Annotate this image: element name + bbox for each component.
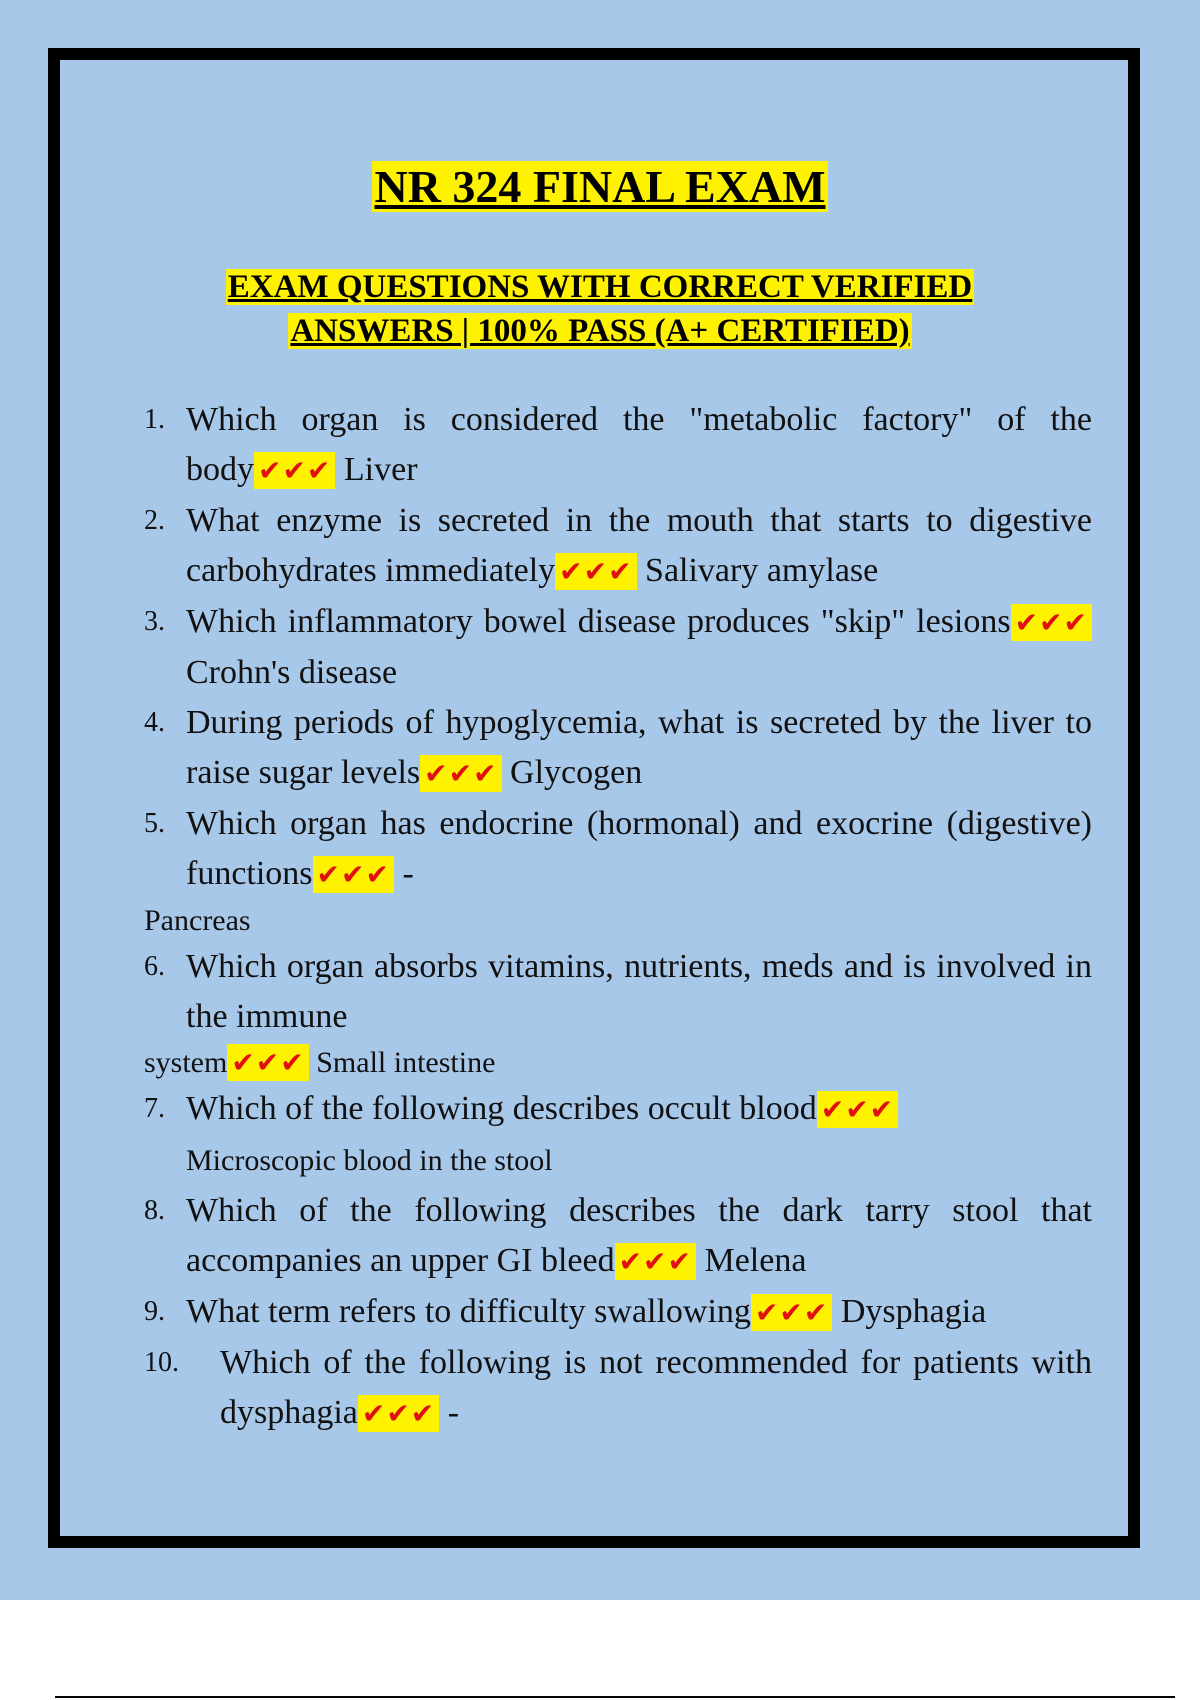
- question-text: During periods of hypoglycemia, what is secreted by the liver to raise sugar levels: [186, 704, 1092, 791]
- question-text: Which organ has endocrine (hormonal) and exocrine (digestive) functions: [186, 805, 1092, 892]
- question-item: 9. What term refers to difficulty swallowing ✔✔✔ Dysphagia: [144, 1293, 987, 1330]
- question-text: Which of the following is not recommended for patients with dysphagia: [220, 1344, 1092, 1431]
- question-item: 6. Which organ absorbs vitamins, nutrients, meds and is involved in the immune: [144, 948, 1092, 1035]
- check-mark-icon: ✔✔✔: [227, 1044, 308, 1081]
- check-mark-icon: ✔✔✔: [254, 452, 335, 489]
- answer-text: Microscopic blood in the stool: [186, 1144, 553, 1177]
- check-mark-icon: ✔✔✔: [817, 1091, 898, 1128]
- answer-text: Dysphagia: [832, 1293, 987, 1330]
- check-mark-icon: ✔✔✔: [555, 553, 636, 590]
- check-mark-icon: ✔✔✔: [358, 1395, 439, 1432]
- page-title: NR 324 FINAL EXAM: [374, 161, 826, 212]
- answer-text: Glycogen: [501, 754, 643, 791]
- question-item: 8. Which of the following describes the dark tarry stool that accompanies an upper GI bleed ✔✔✔ Melena: [144, 1192, 1092, 1279]
- question-item: 10. Which of the following is not recommended for patients with dysphagia ✔✔✔ -: [144, 1344, 1092, 1431]
- question-text: Which of the following describes occult blood: [186, 1090, 817, 1127]
- answer-text: Small intestine: [308, 1046, 496, 1079]
- answer-text: Salivary amylase: [636, 552, 879, 589]
- question-text: Which organ is considered the "metabolic factory" of the body: [186, 401, 1092, 488]
- answer-text: Crohn's disease: [186, 654, 398, 691]
- answer-text: -: [439, 1394, 460, 1431]
- page-subtitle: [0, 265, 1200, 353]
- subtitle-line-1: EXAM QUESTIONS WITH CORRECT VERIFIED: [227, 269, 973, 305]
- question-5-answer: Pancreas: [144, 904, 251, 937]
- question-item: 4. During periods of hypoglycemia, what is secreted by the liver to raise sugar levels ✔✔✔ Glycogen: [144, 704, 1092, 791]
- subtitle-line-2: ANSWERS | 100% PASS (A+ CERTIFIED): [290, 313, 910, 349]
- question-item: 2. What enzyme is secreted in the mouth that starts to digestive carbohydrates immediately ✔✔✔ Salivary amylase: [144, 502, 1092, 589]
- question-item: 5. Which organ has endocrine (hormonal) and exocrine (digestive) functions ✔✔✔ -: [144, 805, 1092, 892]
- question-list: [144, 395, 1092, 1439]
- answer-text: Melena: [695, 1242, 807, 1279]
- question-item: 7. Which of the following describes occult blood ✔✔✔ Microscopic blood in the stool: [144, 1084, 1092, 1186]
- question-item: 3. Which inflammatory bowel disease produces "skip" lesions ✔✔✔ Crohn's disease: [144, 597, 1092, 698]
- answer-text: Liver: [335, 451, 418, 488]
- question-text: Which of the following describes the dark tarry stool that accompanies an upper GI bleed: [186, 1192, 1092, 1279]
- question-6-answer-line: system ✔✔✔ Small intestine: [144, 1046, 496, 1079]
- question-text: Which organ absorbs vitamins, nutrients, meds and is involved in the immune: [186, 948, 1092, 1035]
- check-mark-icon: ✔✔✔: [313, 856, 394, 893]
- check-mark-icon: ✔✔✔: [615, 1243, 696, 1280]
- check-mark-icon: ✔✔✔: [751, 1294, 832, 1331]
- check-mark-icon: ✔✔✔: [1011, 604, 1092, 641]
- question-text: What term refers to difficulty swallowing: [186, 1293, 751, 1330]
- question-item: 1. Which organ is considered the "metabolic factory" of the body ✔✔✔ Liver: [144, 401, 1092, 488]
- answer-text: -: [393, 855, 414, 892]
- check-mark-icon: ✔✔✔: [420, 755, 501, 792]
- footer-divider: [55, 1696, 1175, 1698]
- question-text: What enzyme is secreted in the mouth that starts to digestive carbohydrates immediately: [186, 502, 1092, 589]
- question-text: Which inflammatory bowel disease produces "skip" lesions: [186, 603, 1011, 640]
